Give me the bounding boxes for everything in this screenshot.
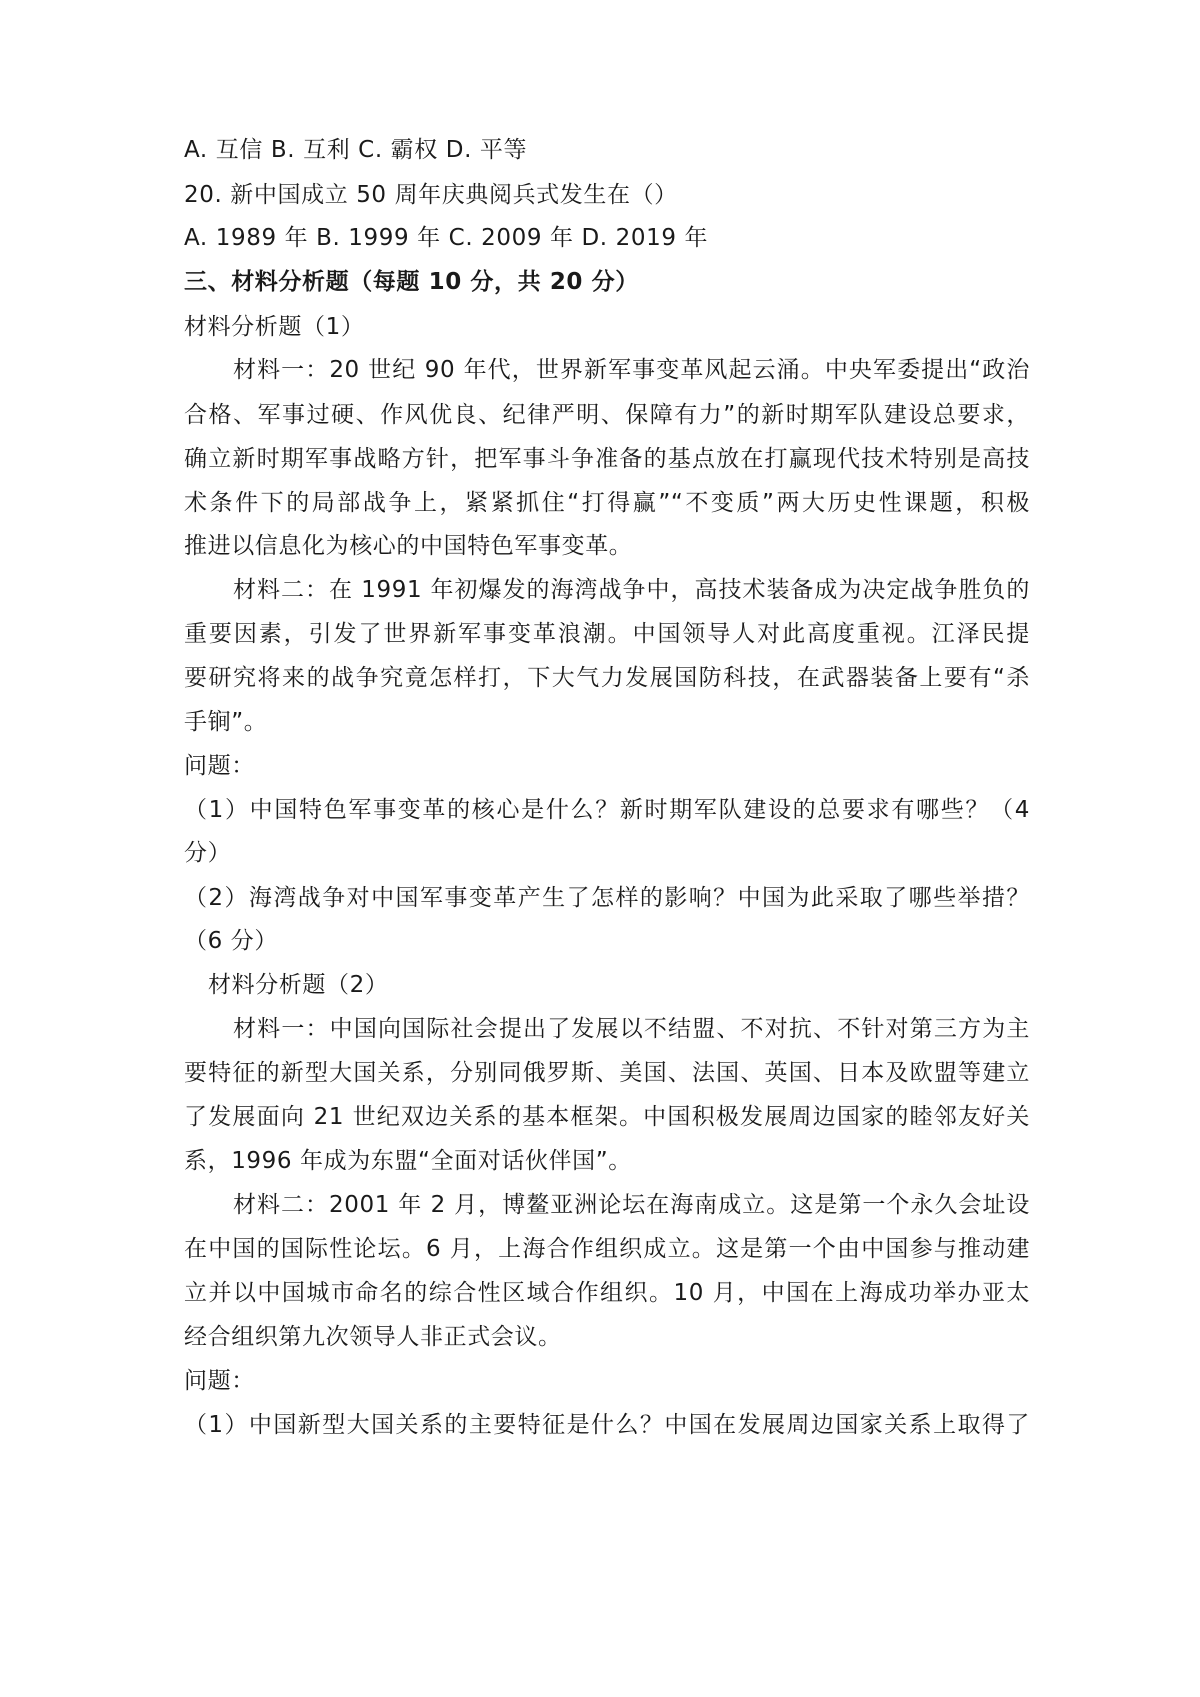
analysis1-material1-line5: 推进以信息化为核心的中国特色军事变革。: [184, 533, 633, 559]
section3-heading: 三、材料分析题（每题 10 分，共 20 分）: [184, 269, 639, 295]
q19-options: A. 互信 B. 互利 C. 霸权 D. 平等: [184, 137, 528, 163]
analysis2-material2-line4: 经合组织第九次领导人非正式会议。: [184, 1324, 562, 1350]
analysis2-material2-line3: 立并以中国城市命名的综合性区域合作组织。10 月，中国在上海成功举办亚太: [184, 1280, 1030, 1306]
analysis1-questions-label: 问题：: [184, 753, 255, 779]
analysis2-material2-line2: 在中国的国际性论坛。6 月，上海合作组织成立。这是第一个由中国参与推动建: [184, 1236, 1030, 1262]
analysis2-material1-line3: 了发展面向 21 世纪双边关系的基本框架。中国积极发展周边国家的睦邻友好关: [184, 1104, 1030, 1130]
analysis1-material2-line1: 材料二：在 1991 年初爆发的海湾战争中，高技术装备成为决定战争胜负的: [233, 577, 1030, 603]
analysis1-material2-line2: 重要因素，引发了世界新军事变革浪潮。中国领导人对此高度重视。江泽民提: [184, 621, 1030, 647]
analysis1-material2-line4: 手锏”。: [184, 709, 268, 735]
analysis1-material1-line1: 材料一：20 世纪 90 年代，世界新军事变革风起云涌。中央军委提出“政治: [233, 357, 1030, 383]
analysis2-questions-label: 问题：: [184, 1368, 255, 1394]
analysis1-material1-line4: 术条件下的局部战争上，紧紧抓住“打得赢”“不变质”两大历史性课题，积极: [184, 490, 1030, 516]
q20-options: A. 1989 年 B. 1999 年 C. 2009 年 D. 2019 年: [184, 225, 709, 251]
analysis2-material1-line4: 系，1996 年成为东盟“全面对话伙伴国”。: [184, 1148, 632, 1174]
analysis1-material2-line3: 要研究将来的战争究竟怎样打，下大气力发展国防科技，在武器装备上要有“杀: [184, 665, 1030, 691]
analysis1-material1-line2: 合格、军事过硬、作风优良、纪律严明、保障有力”的新时期军队建设总要求，: [184, 402, 1030, 428]
q20-question: 20. 新中国成立 50 周年庆典阅兵式发生在（）: [184, 182, 678, 208]
analysis1-question2-line2: （6 分）: [184, 928, 278, 954]
analysis2-question1-line1: （1）中国新型大国关系的主要特征是什么？中国在发展周边国家关系上取得了: [184, 1412, 1030, 1438]
analysis1-question1-line2: 分）: [184, 840, 232, 866]
analysis1-title: 材料分析题（1）: [184, 314, 365, 340]
analysis2-material1-line1: 材料一：中国向国际社会提出了发展以不结盟、不对抗、不针对第三方为主: [233, 1016, 1030, 1042]
analysis2-material2-line1: 材料二：2001 年 2 月，博鳌亚洲论坛在海南成立。这是第一个永久会址设: [233, 1192, 1030, 1218]
analysis1-question2-line1: （2）海湾战争对中国军事变革产生了怎样的影响？中国为此采取了哪些举措？: [184, 885, 1030, 911]
analysis2-title: 材料分析题（2）: [208, 972, 389, 998]
analysis1-question1-line1: （1）中国特色军事变革的核心是什么？新时期军队建设的总要求有哪些？（4: [184, 797, 1030, 823]
analysis2-material1-line2: 要特征的新型大国关系，分别同俄罗斯、美国、法国、英国、日本及欧盟等建立: [184, 1060, 1030, 1086]
analysis1-material1-line3: 确立新时期军事战略方针，把军事斗争准备的基点放在打赢现代技术特别是高技: [184, 446, 1030, 472]
